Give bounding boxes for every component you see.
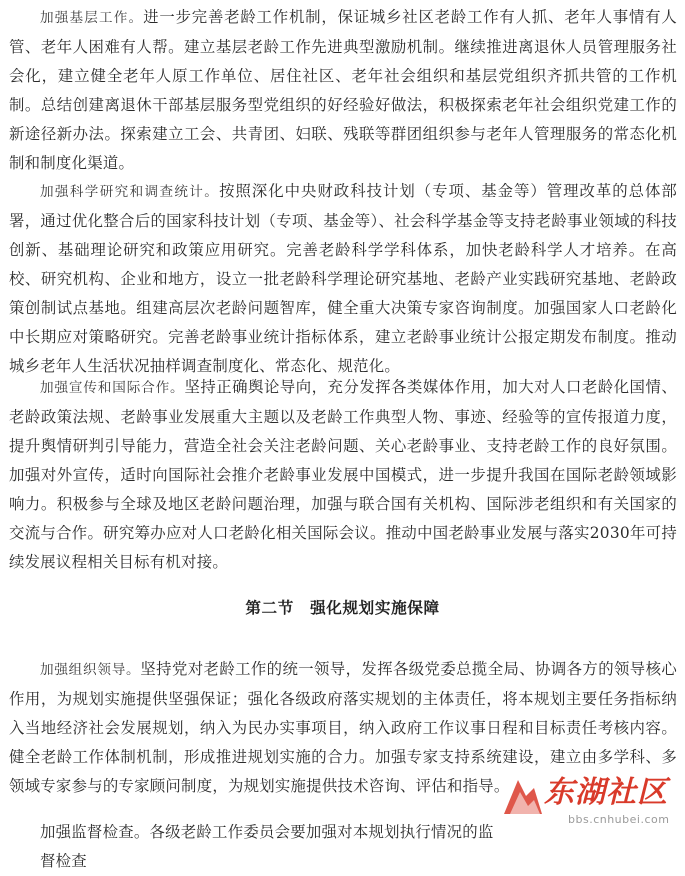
paragraph-body: 进一步完善老龄工作机制，保证城乡社区老龄工作有人抓、老年人事情有人管、老年人困难有人帮。建立基层老龄工作先进典型激励机制。继续推进离退休人员管理服务社会化，建立健全老年人原工作单位、居住社区、老年社会组织和基层党组织齐抓共管的工作机制。总结创建离退休干部基层服务型党组织的好经验好做法，积极探索老年社会组织党建工作的新途径新办法。探索建立工会、共青团、妇联、残联等群团组织参与老年人管理服务的常态化机制和制度化渠道。 (9, 8, 677, 172)
paragraph-body: 坚持正确舆论导向，充分发挥各类媒体作用，加大对人口老龄化国情、老龄政策法规、老龄事业发展重大主题以及老龄工作典型人物、事迹、经验等的宣传报道力度，提升舆情研判引导能力，营造全社会关注老龄问题、关心老龄事业、支持老龄工作的良好氛围。加强对外宣传，适时向国际社会推介老龄事业发展中国模式，进一步提升我国在国际老龄领域影响力。积极参与全球及地区老龄问题治理，加强与联合国有关机构、国际涉老组织和有关国家的交流与合作。研究筹办应对人口老龄化相关国际会议。推动中国老龄事业发展与落实2030年可持续发展议程相关目标有机对接。 (9, 378, 677, 571)
cut-off-line (40, 822, 500, 870)
watermark-logo-icon (500, 774, 546, 820)
paragraph-body: 坚持党对老龄工作的统一领导，发挥各级党委总揽全局、协调各方的领导核心作用，为规划实施提供坚强保证；强化各级政府落实规划的主体责任，将本规划主要任务指标纳入当地经济社会发展规划，纳入为民办实事项目，纳入政府工作议事日程和目标责任考核内容。健全老龄工作体制机制，形成推进规划实施的合力。加强专家支持系统建设，建立由多学科、多领域专家参与的专家顾问制度，为规划实施提供技术咨询、评估和指导。 (9, 660, 677, 795)
paragraph-lead: 加强宣传和国际合作。 (40, 380, 185, 396)
section-heading: 第二节 强化规划实施保障 (245, 598, 440, 617)
watermark-url: bbs.cnhubei.com (568, 813, 670, 826)
site-watermark (500, 768, 685, 831)
paragraph-lead: 加强科学研究和调查统计。 (40, 184, 220, 200)
paragraph-grassroots-work (9, 3, 677, 178)
watermark-name: 东湖社区 (544, 775, 668, 810)
cut-off-text: 加强监督检查。各级老龄工作委员会要加强对本规划执行情况的监督检查 (40, 823, 494, 870)
paragraph-research-statistics (9, 177, 677, 381)
paragraph-publicity-cooperation (9, 373, 677, 577)
paragraph-lead: 加强组织领导。 (40, 662, 141, 678)
paragraph-lead: 加强基层工作。 (40, 10, 144, 26)
paragraph-body: 按照深化中央财政科技计划（专项、基金等）管理改革的总体部署，通过优化整合后的国家科技计划（专项、基金等）、社会科学基金等支持老龄事业领域的科技创新、基础理论研究和政策应用研究。完善老龄科学学科体系，加快老龄科学人才培养。在高校、研究机构、企业和地方，设立一批老龄科学理论研究基地、老龄产业实践研究基地、老龄政策创制试点基地。组建高层次老龄问题智库，健全重大决策专家咨询制度。加强国家人口老龄化中长期应对策略研究。完善老龄事业统计指标体系，建立老龄事业统计公报定期发布制度。推动城乡老年人生活状况抽样调查制度化、常态化、规范化。 (9, 182, 677, 375)
